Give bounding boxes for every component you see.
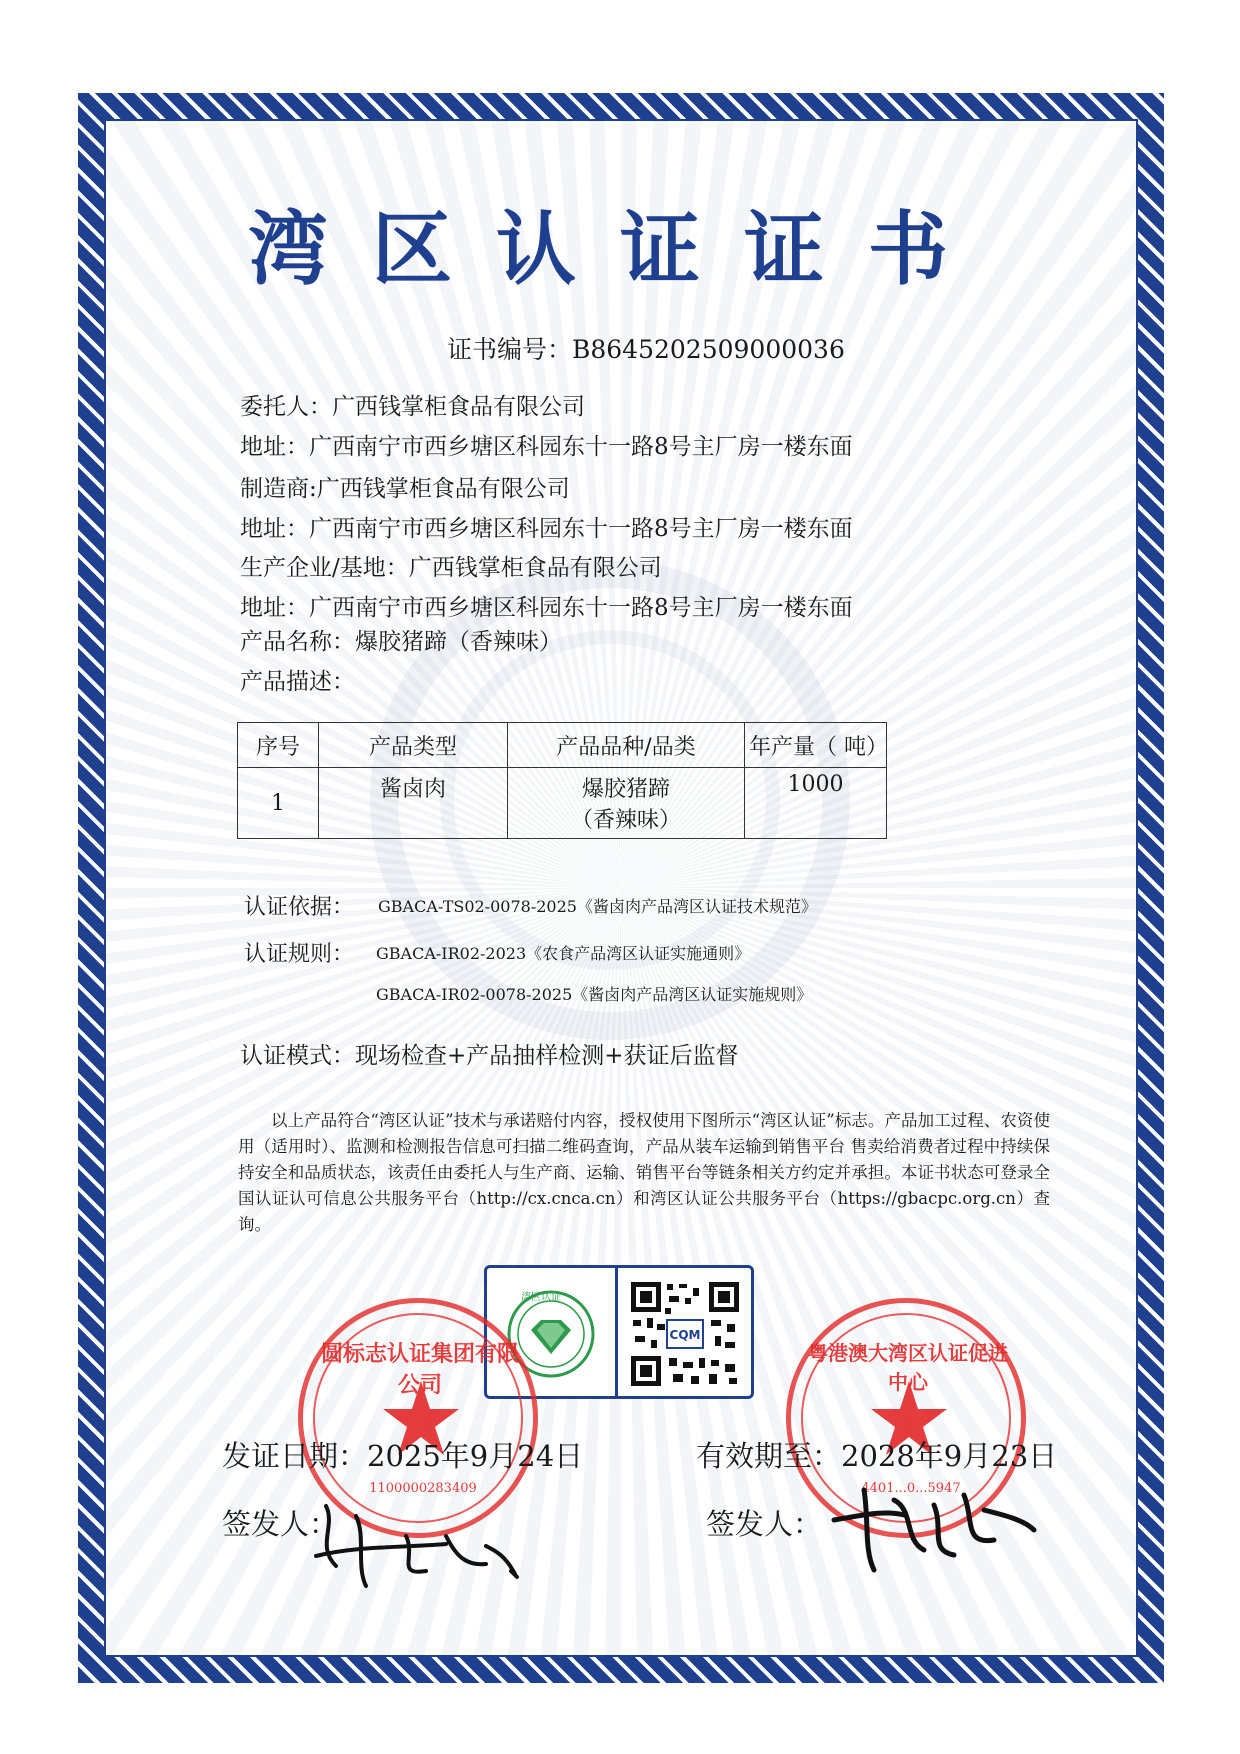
rules-value-1: GBACA-IR02-2023《农食产品湾区认证实施通则》 bbox=[376, 944, 751, 963]
right-signature bbox=[824, 1470, 1044, 1580]
certificate-number: 证书编号：B8645202509000036 bbox=[447, 335, 845, 364]
right-seal-text: 粤港澳大湾区认证促进中心 bbox=[808, 1341, 1008, 1394]
production-base-address: 地址：广西南宁市西乡塘区科园东十一路8号主厂房一楼东面 bbox=[240, 595, 853, 621]
product-table bbox=[237, 722, 887, 839]
variety-line-2: （香辣味） bbox=[570, 808, 681, 833]
basis-value: GBACA-TS02-0078-2025《酱卤肉产品湾区认证技术规范》 bbox=[378, 897, 817, 916]
product-description-label: 产品描述： bbox=[240, 669, 355, 695]
client: 委托人：广西钱掌柜食品有限公司 bbox=[240, 394, 585, 420]
cell-type: 酱卤肉 bbox=[319, 768, 508, 839]
issue-date: 发证日期：2025年9月24日 bbox=[222, 1439, 584, 1473]
logo-divider bbox=[615, 1268, 618, 1396]
rules-label: 认证规则： bbox=[244, 942, 355, 967]
certification-mode: 认证模式：现场检查+产品抽样检测+获证后监督 bbox=[240, 1043, 739, 1069]
left-signature bbox=[296, 1486, 546, 1596]
product-name: 产品名称：爆胶猪蹄（香辣味） bbox=[240, 629, 562, 655]
right-seal-code: 4401...0...5947 bbox=[861, 1481, 961, 1496]
certification-statement: 以上产品符合“湾区认证”技术与承诺赔付内容，授权使用下图所示“湾区认证”标志。产品加工过程、农资使用（适用时）、监测和检测报告信息可扫描二维码查询，产品从装车运输到销售平台 售卖给消费者过程中持续保持安全和品质状态，该责任由委托人与生产商、运输、销售平台等链条相关方约定并承担。本证书状态可登录全国认证认可信息公共服务平台（http://cx.cnca.cn）和湾区认证公共服务平台（https://gbacpc.org.cn）查询。 bbox=[238, 1111, 1050, 1234]
qr-badge: CQM bbox=[669, 1328, 701, 1342]
issuer-right-label: 签发人： bbox=[706, 1507, 823, 1541]
basis-label: 认证依据： bbox=[244, 895, 355, 920]
manufacturer-address: 地址：广西南宁市西乡塘区科园东十一路8号主厂房一楼东面 bbox=[240, 516, 853, 542]
production-base: 生产企业/基地：广西钱掌柜食品有限公司 bbox=[240, 555, 662, 581]
left-seal-text: 圆标志认证集团有限公司 bbox=[320, 1341, 519, 1398]
cell-no: 1 bbox=[238, 768, 319, 839]
issuer-left-label: 签发人： bbox=[222, 1507, 339, 1541]
left-seal-code: 1100000283409 bbox=[369, 1481, 477, 1496]
table-row bbox=[238, 768, 887, 839]
qr-code-icon[interactable] bbox=[629, 1280, 741, 1388]
client-address: 地址：广西南宁市西乡塘区科园东十一路8号主厂房一楼东面 bbox=[240, 434, 853, 460]
valid-until: 有效期至：2028年9月23日 bbox=[696, 1439, 1058, 1473]
logo-caption: 湾区认证 bbox=[521, 1292, 561, 1303]
header-no: 序号 bbox=[238, 723, 319, 768]
rules-value-2: GBACA-IR02-0078-2025《酱卤肉产品湾区认证实施规则》 bbox=[376, 985, 813, 1004]
header-type: 产品类型 bbox=[319, 723, 508, 768]
header-variety: 产品品种/品类 bbox=[508, 723, 745, 768]
table-header-row bbox=[238, 723, 887, 768]
cell-output: 1000 bbox=[745, 768, 887, 839]
header-output: 年产量（ 吨） bbox=[745, 723, 887, 768]
manufacturer: 制造商:广西钱掌柜食品有限公司 bbox=[240, 476, 570, 502]
certificate-title: 湾区认证证书 bbox=[248, 202, 992, 296]
variety-line-1: 爆胶猪蹄 bbox=[581, 777, 670, 802]
cell-variety bbox=[508, 768, 745, 839]
